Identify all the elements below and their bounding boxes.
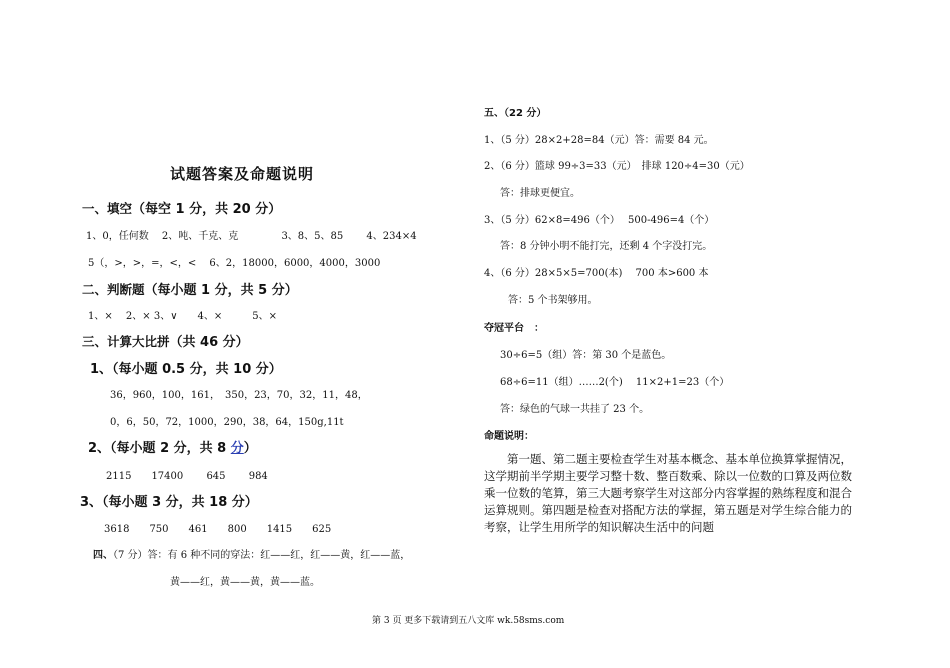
- section-3-heading-label: 三、计算大比拼: [82, 334, 170, 349]
- section-4-line-2: 黄——红，黄——黄，黄——蓝。: [170, 577, 320, 588]
- section-2-heading-score: （每小题 1 分，共 5 分）: [144, 283, 298, 298]
- section-3-2-title-link[interactable]: 分: [230, 441, 244, 456]
- section-5-line-3: 答：排球更便宜。: [500, 188, 580, 199]
- section-4-text-1: （7 分）答：有 6 种不同的穿法：红——红，红——黄，红——蓝，: [113, 550, 411, 561]
- section-1-heading-label: 一、填空: [82, 201, 133, 216]
- section-3-2-prefix: 2、: [88, 441, 111, 456]
- section-3-1-prefix: 1、: [90, 362, 113, 377]
- section-3-heading-score: （共 46 分）: [169, 335, 249, 350]
- section-5-heading: 五、（22 分）: [484, 108, 547, 119]
- section-1-heading: [82, 198, 281, 217]
- section-3-2-line: 2115 17400 645 984: [106, 471, 268, 482]
- section-3-3-heading: [80, 491, 258, 510]
- section-2-line: 1、× 2、× 3、∨ 4、× 5、×: [88, 311, 278, 322]
- section-5-line-5: 答：8 分钟小明不能打完，还剩 4 个字没打完。: [500, 241, 713, 252]
- champion-line-2: 68÷6=11（组）……2(个) 11×2+1=23（个）: [500, 377, 730, 388]
- page-footer: 第 3 页 更多下载请到五八文库 wk.58sms.com: [372, 616, 565, 626]
- section-3-1-line-2: 0，6，50，72，1000，290，38，64，150g,11t: [110, 417, 344, 428]
- champion-line-3: 答：绿色的气球一共挂了 23 个。: [500, 404, 650, 415]
- section-5-line-2: 2、（6 分）篮球 99÷3=33（元） 排球 120÷4=30（元）: [484, 161, 750, 172]
- section-4-line-1: [93, 546, 410, 561]
- page-title: 试题答案及命题说明: [170, 165, 315, 183]
- section-5-line-4: 3、（5 分）62×8=496（个） 500-496=4（个）: [484, 215, 715, 226]
- section-3-1-heading: [90, 358, 282, 377]
- section-3-3-line: 3618 750 461 800 1415 625: [104, 524, 332, 535]
- section-2-heading-label: 二、判断题: [82, 282, 145, 297]
- section-1-heading-score: （每空 1 分，共 20 分）: [132, 202, 282, 217]
- section-2-heading: [82, 279, 298, 298]
- section-5-line-7: 答：5 个书架够用。: [508, 295, 598, 306]
- section-4-label: 四、: [93, 550, 113, 561]
- section-5-line-6: 4、（6 分）28×5×5=700(本) 700 本>600 本: [484, 268, 709, 279]
- section-3-2-heading: [88, 437, 257, 456]
- champion-heading: 夺冠平台 ：: [484, 323, 544, 334]
- section-5-line-1: 1、（5 分）28×2+28=84（元）答：需要 84 元。: [484, 135, 714, 146]
- section-3-1-title: （每小题 0.5 分，共 10 分）: [112, 362, 282, 377]
- section-3-2-title-end: ）: [243, 441, 257, 456]
- section-1-line-2: 5（，>，>，=，<，< 6、2，18000，6000，4000，3000: [88, 258, 381, 269]
- explanation-heading: 命题说明：: [484, 431, 534, 442]
- explanation-paragraph: 第一题、第二题主要检查学生对基本概念、基本单位换算掌握情况，这学期前半学期主要学习整十数、整百数乘、除以一位数的口算及两位数乘一位数的笔算，第三大题考察学生对这部分内容掌握的熟练程度和混合运算规则。第四题是检查对搭配方法的掌握，第五题是对学生综合能力的考察，让学生用所学的知识解决生活中的问题: [484, 452, 852, 534]
- section-1-line-1: 1、0，任何数 2、吨、千克、克 3、8、5、85 4、234×4: [86, 231, 417, 242]
- section-3-3-prefix: 3、: [80, 495, 103, 510]
- champion-line-1: 30÷6=5（组）答：第 30 个是蓝色。: [500, 350, 672, 361]
- section-3-1-line-1: 36，960，100，161， 350，23，70，32，11，48，: [110, 390, 368, 401]
- section-3-heading: [82, 331, 249, 350]
- section-3-3-title: （每小题 3 分，共 18 分）: [102, 495, 258, 510]
- section-3-2-title: （每小题 2 分，共 8: [110, 441, 231, 456]
